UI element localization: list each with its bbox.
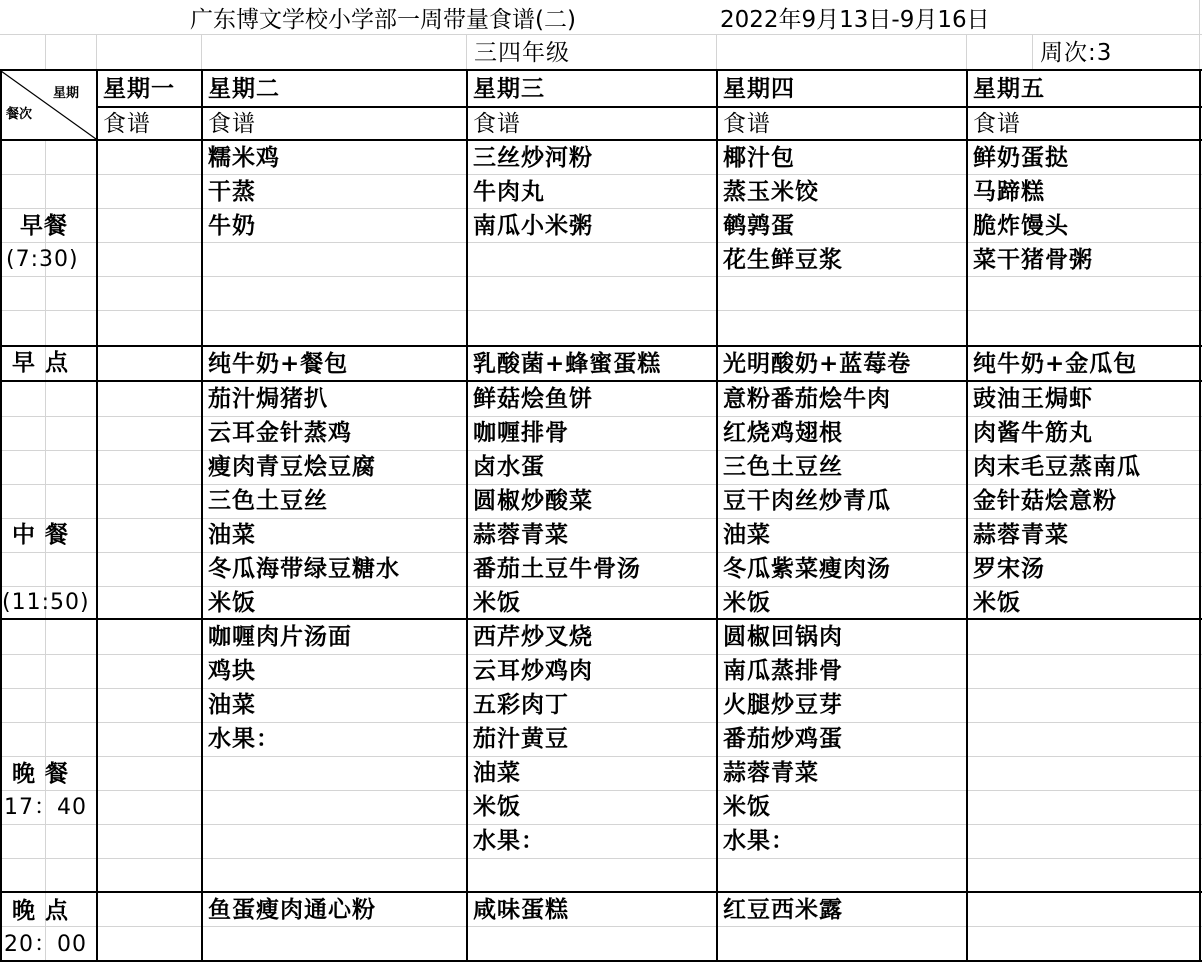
date-range: 2022年9月13日-9月16日 bbox=[720, 7, 990, 33]
menu-item: 干蒸 bbox=[208, 179, 256, 205]
menu-item: 蒸玉米饺 bbox=[723, 179, 819, 205]
menu-item: 牛奶 bbox=[208, 213, 256, 239]
menu-item: 光明酸奶+蓝莓卷 bbox=[723, 351, 912, 377]
menu-item: 咸味蛋糕 bbox=[473, 897, 569, 923]
gridline bbox=[0, 654, 1202, 655]
page-title: 广东博文学校小学部一周带量食谱(二) bbox=[190, 7, 576, 33]
gridline bbox=[0, 790, 1202, 791]
day-header-tuesday: 星期二 bbox=[208, 76, 280, 102]
menu-item: 冬瓜海带绿豆糖水 bbox=[208, 556, 400, 582]
corner-meal-label: 餐次 bbox=[6, 107, 33, 122]
table-border bbox=[0, 891, 1202, 893]
table-border bbox=[966, 69, 968, 962]
menu-item: 冬瓜紫菜瘦肉汤 bbox=[723, 556, 891, 582]
menu-item: 金针菇烩意粉 bbox=[973, 488, 1117, 514]
gridline bbox=[466, 34, 467, 70]
menu-item: 茄汁焗猪扒 bbox=[208, 386, 328, 412]
gridline bbox=[201, 34, 202, 70]
table-border bbox=[96, 106, 1202, 108]
menu-item: 纯牛奶+餐包 bbox=[208, 351, 349, 377]
menu-item: 米饭 bbox=[473, 590, 521, 616]
table-border bbox=[96, 69, 98, 962]
menu-item: 豉油王焗虾 bbox=[973, 386, 1093, 412]
gridline bbox=[0, 926, 1202, 927]
menu-item: 鸡块 bbox=[208, 658, 256, 684]
menu-item: 鲜菇烩鱼饼 bbox=[473, 386, 593, 412]
menu-item: 瘦肉青豆烩豆腐 bbox=[208, 454, 376, 480]
menu-item: 鲜奶蛋挞 bbox=[973, 145, 1069, 171]
day-subheader: 食谱 bbox=[973, 111, 1021, 137]
menu-item: 三色土豆丝 bbox=[723, 454, 843, 480]
menu-item: 米饭 bbox=[473, 794, 521, 820]
menu-item: 圆椒回锅肉 bbox=[723, 624, 843, 650]
menu-item: 花生鲜豆浆 bbox=[723, 247, 843, 273]
menu-item: 米饭 bbox=[208, 590, 256, 616]
menu-item: 水果： bbox=[723, 828, 795, 854]
gridline bbox=[1032, 34, 1033, 70]
menu-item: 水果： bbox=[208, 726, 280, 752]
menu-item: 鱼蛋瘦肉通心粉 bbox=[208, 897, 376, 923]
menu-item: 红烧鸡翅根 bbox=[723, 420, 843, 446]
meal-time-evening-snack: 20：00 bbox=[4, 932, 87, 957]
menu-item: 蒜蓉青菜 bbox=[473, 522, 569, 548]
menu-item: 豆干肉丝炒青瓜 bbox=[723, 488, 891, 514]
menu-item: 云耳炒鸡肉 bbox=[473, 658, 593, 684]
day-header-friday: 星期五 bbox=[973, 76, 1045, 102]
meal-time-lunch: (11:50) bbox=[2, 590, 90, 615]
table-border bbox=[1199, 69, 1201, 962]
table-border bbox=[201, 69, 203, 962]
menu-item: 圆椒炒酸菜 bbox=[473, 488, 593, 514]
menu-item: 蒜蓉青菜 bbox=[973, 522, 1069, 548]
menu-item: 油菜 bbox=[723, 522, 771, 548]
gridline bbox=[0, 824, 1202, 825]
menu-item: 马蹄糕 bbox=[973, 179, 1045, 205]
menu-item: 咖喱肉片汤面 bbox=[208, 624, 352, 650]
meal-time-breakfast: (7:30) bbox=[6, 247, 79, 272]
day-subheader: 食谱 bbox=[208, 111, 256, 137]
table-border bbox=[0, 69, 2, 962]
table-border bbox=[716, 69, 718, 962]
meal-label-morning-snack: 早 点 bbox=[12, 350, 70, 376]
menu-item: 意粉番茄烩牛肉 bbox=[723, 386, 891, 412]
menu-item: 肉酱牛筋丸 bbox=[973, 420, 1093, 446]
menu-item: 蒜蓉青菜 bbox=[723, 760, 819, 786]
meal-label-lunch: 中 餐 bbox=[12, 522, 70, 548]
menu-item: 三丝炒河粉 bbox=[473, 145, 593, 171]
day-header-thursday: 星期四 bbox=[723, 76, 795, 102]
menu-item: 乳酸菌+蜂蜜蛋糕 bbox=[473, 351, 662, 377]
gridline bbox=[45, 34, 46, 70]
menu-item: 咖喱排骨 bbox=[473, 420, 569, 446]
menu-item: 番茄土豆牛骨汤 bbox=[473, 556, 641, 582]
menu-item: 油菜 bbox=[208, 522, 256, 548]
grade-label: 三四年级 bbox=[474, 40, 570, 66]
gridline bbox=[0, 586, 1202, 587]
menu-item: 油菜 bbox=[473, 760, 521, 786]
menu-item: 南瓜小米粥 bbox=[473, 213, 593, 239]
menu-item: 三色土豆丝 bbox=[208, 488, 328, 514]
table-border bbox=[466, 69, 468, 962]
menu-item: 菜干猪骨粥 bbox=[973, 247, 1093, 273]
gridline bbox=[0, 310, 1202, 311]
menu-item: 糯米鸡 bbox=[208, 145, 280, 171]
menu-item: 米饭 bbox=[723, 794, 771, 820]
menu-item: 椰汁包 bbox=[723, 145, 795, 171]
meal-label-evening-snack: 晚 点 bbox=[12, 898, 70, 924]
menu-item: 南瓜蒸排骨 bbox=[723, 658, 843, 684]
day-header-monday: 星期一 bbox=[103, 76, 175, 102]
menu-item: 西芹炒叉烧 bbox=[473, 624, 593, 650]
gridline bbox=[716, 34, 717, 70]
day-header-wednesday: 星期三 bbox=[473, 76, 545, 102]
menu-item: 纯牛奶+金瓜包 bbox=[973, 351, 1138, 377]
gridline bbox=[0, 858, 1202, 859]
gridline bbox=[96, 34, 97, 70]
corner-diagonal bbox=[0, 70, 97, 140]
table-border bbox=[0, 69, 1202, 71]
menu-item: 云耳金针蒸鸡 bbox=[208, 420, 352, 446]
week-label: 周次:3 bbox=[1040, 40, 1113, 66]
menu-item: 水果： bbox=[473, 828, 545, 854]
menu-item: 油菜 bbox=[208, 692, 256, 718]
day-subheader: 食谱 bbox=[103, 111, 151, 137]
menu-item: 番茄炒鸡蛋 bbox=[723, 726, 843, 752]
menu-item: 茄汁黄豆 bbox=[473, 726, 569, 752]
gridline bbox=[0, 34, 1202, 35]
menu-item: 脆炸馒头 bbox=[973, 213, 1069, 239]
meal-label-dinner: 晚 餐 bbox=[12, 761, 70, 787]
gridline bbox=[0, 688, 1202, 689]
gridline bbox=[966, 34, 967, 70]
menu-item: 肉末毛豆蒸南瓜 bbox=[973, 454, 1141, 480]
menu-item: 米饭 bbox=[973, 590, 1021, 616]
gridline bbox=[0, 722, 1202, 723]
menu-item: 牛肉丸 bbox=[473, 179, 545, 205]
day-subheader: 食谱 bbox=[473, 111, 521, 137]
menu-item: 卤水蛋 bbox=[473, 454, 545, 480]
menu-item: 红豆西米露 bbox=[723, 897, 843, 923]
corner-weekday-label: 星期 bbox=[53, 86, 80, 101]
gridline bbox=[0, 756, 1202, 757]
table-border bbox=[0, 618, 1202, 620]
menu-item: 米饭 bbox=[723, 590, 771, 616]
day-subheader: 食谱 bbox=[723, 111, 771, 137]
meal-label-breakfast: 早餐 bbox=[20, 213, 68, 239]
meal-time-dinner: 17：40 bbox=[4, 795, 87, 820]
menu-item: 五彩肉丁 bbox=[473, 692, 569, 718]
menu-item: 鹌鹑蛋 bbox=[723, 213, 795, 239]
menu-item: 火腿炒豆芽 bbox=[723, 692, 843, 718]
menu-item: 罗宋汤 bbox=[973, 556, 1045, 582]
